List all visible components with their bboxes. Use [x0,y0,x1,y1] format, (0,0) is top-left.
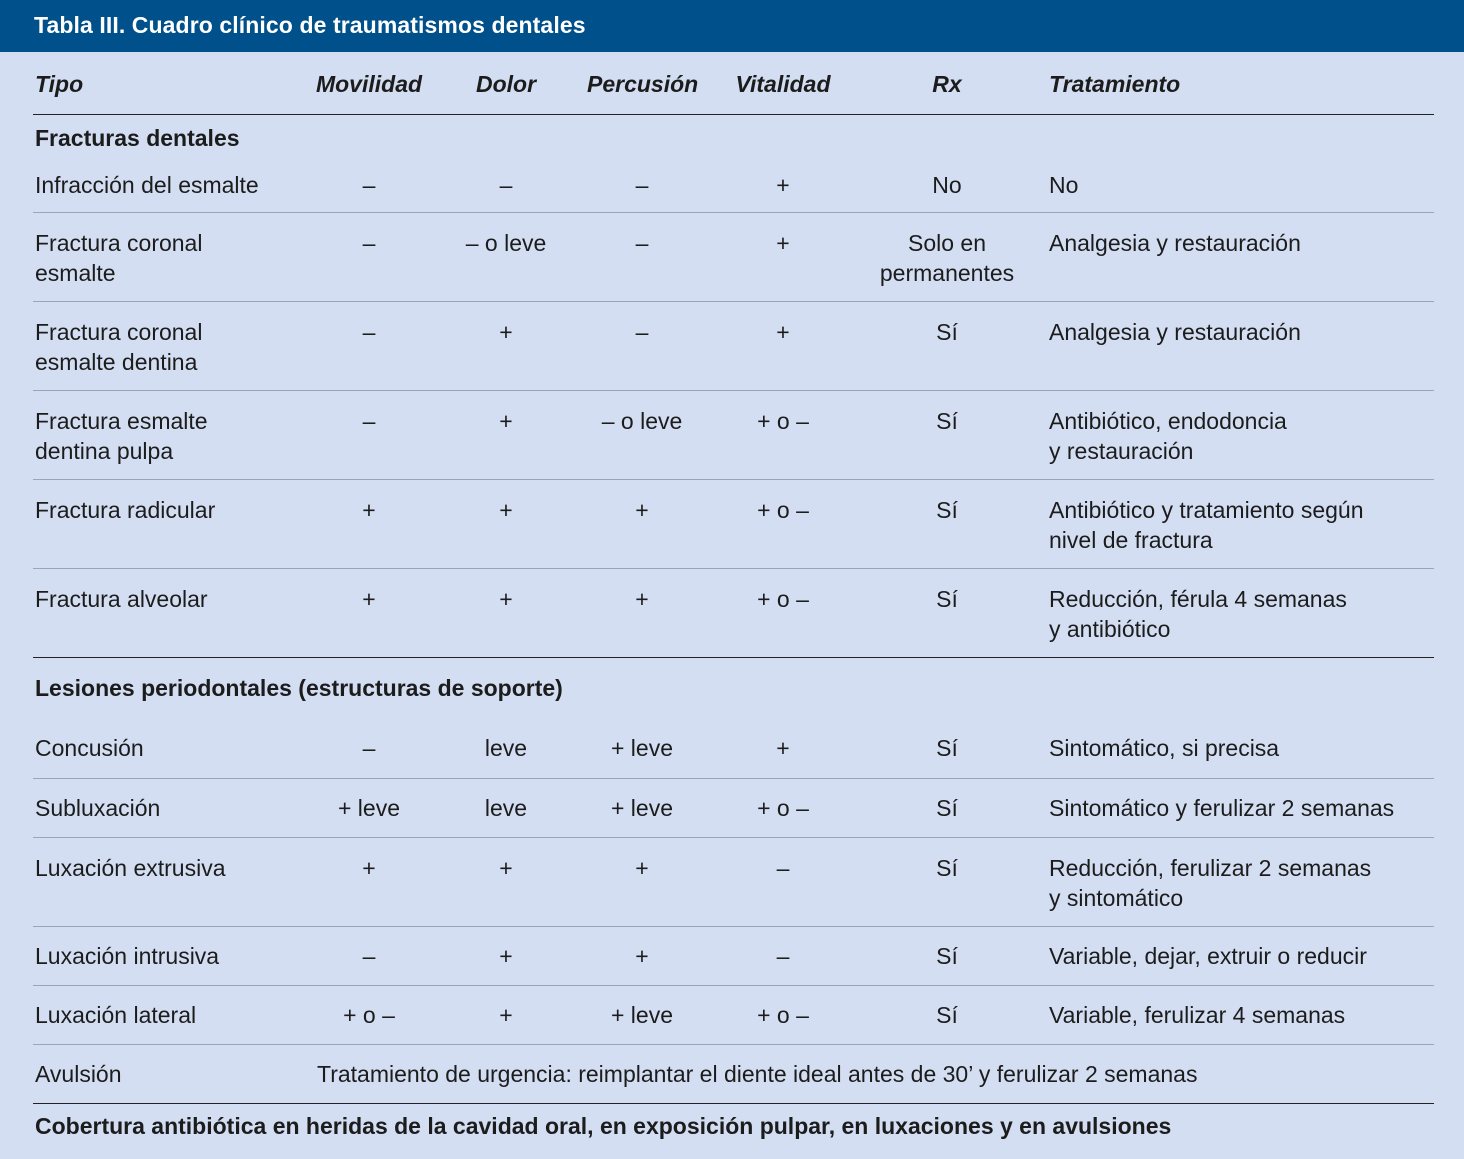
cell-movilidad: – [313,301,425,390]
cell-dolor: + [425,390,587,479]
cell-rx [869,390,1025,479]
cell-vitalidad: + [697,719,869,778]
cell-tipo-line: dentina pulpa [35,437,174,464]
cell-vitalidad: + o – [697,778,869,837]
cell-tratamiento [1025,926,1434,985]
cell-dolor: leve [425,719,587,778]
cell-tratamiento [1025,162,1434,212]
cell-vitalidad: – [697,837,869,926]
table-row [33,926,1434,985]
table-title: Tabla III. Cuadro clínico de traumatismos dentales [34,12,586,38]
header-rx: Rx [869,52,1025,114]
cell-vitalidad: + o – [697,568,869,657]
cell-tratamiento [1025,301,1434,390]
cell-percusion: + [587,568,697,657]
cell-tratamiento-line: y restauración [1049,437,1194,464]
cell-tratamiento-line: Variable, ferulizar 4 semanas [1049,1001,1346,1028]
cell-dolor: – o leve [425,212,587,301]
cell-tipo [33,568,313,657]
cell-vitalidad: + o – [697,985,869,1044]
cell-dolor: + [425,837,587,926]
cell-movilidad: + [313,479,425,568]
cell-dolor: – [425,162,587,212]
cell-tratamiento-line: Reducción, ferulizar 2 semanas [1049,854,1372,881]
cell-rx [869,837,1025,926]
cell-tipo [33,719,313,778]
cell-tratamiento [1025,719,1434,778]
header-dolor: Dolor [425,52,587,114]
cell-movilidad: + [313,837,425,926]
cell-tipo-line: Subluxación [35,794,161,821]
cell-rx [869,162,1025,212]
cell-tratamiento-line: y antibiótico [1049,615,1171,642]
cell-movilidad: – [313,390,425,479]
cell-tipo-line: esmalte [35,259,116,286]
cell-rx [869,778,1025,837]
table-footnote: Cobertura antibiótica en heridas de la cavidad oral, en exposición pulpar, en luxaciones y en avulsiones [35,1113,1172,1139]
cell-dolor: + [425,985,587,1044]
cell-rx [869,719,1025,778]
cell-rx [869,926,1025,985]
header-row [33,52,1434,114]
table-row [33,719,1434,778]
header-movilidad: Movilidad [313,52,425,114]
cell-rx [869,212,1025,301]
cell-tratamiento [1025,778,1434,837]
cell-vitalidad: + [697,301,869,390]
cell-tratamiento-line: Variable, dejar, extruir o reducir [1049,942,1367,969]
cell-rx-line: Sí [936,318,958,345]
table-row [33,212,1434,301]
header-tipo: Tipo [33,52,313,114]
section-heading: Fracturas dentales [35,125,240,152]
table-row [33,837,1434,926]
header-tratamiento: Tratamiento [1025,52,1434,114]
table-row [33,390,1434,479]
cell-tipo-line: Luxación lateral [35,1001,197,1028]
cell-dolor: + [425,301,587,390]
cell-dolor: + [425,568,587,657]
cell-tratamiento-line: Sintomático, si precisa [1049,735,1280,761]
section-heading-row [33,114,1434,162]
cell-tratamiento [1025,212,1434,301]
cell-tipo [33,301,313,390]
cell-rx-line: Sí [936,735,958,761]
cell-tratamiento [1025,568,1434,657]
cell-vitalidad: + [697,212,869,301]
table-row [33,301,1434,390]
cell-dolor: leve [425,778,587,837]
cell-rx-line: Sí [936,407,958,434]
section-heading-row [33,657,1434,719]
cell-percusion: + leve [587,778,697,837]
header-vitalidad: Vitalidad [697,52,869,114]
cell-tratamiento-line: Antibiótico y tratamiento según [1049,496,1364,523]
cell-rx-line: No [932,172,962,198]
cell-tipo: Avulsión [33,1044,313,1103]
cell-tipo-line: Fractura coronal [35,318,203,345]
cell-tipo-line: Fractura radicular [35,496,216,523]
cell-tratamiento-line: No [1049,172,1079,198]
cell-percusion: + leve [587,719,697,778]
cell-tipo-line: Infracción del esmalte [35,172,259,198]
cell-movilidad: + o – [313,985,425,1044]
cell-tipo [33,926,313,985]
cell-percusion: – [587,212,697,301]
cell-rx-line: Sí [936,942,958,969]
cell-tipo [33,837,313,926]
cell-tipo-line: Fractura alveolar [35,585,208,612]
cell-vitalidad: + [697,162,869,212]
cell-rx [869,479,1025,568]
cell-tratamiento [1025,479,1434,568]
table-row [33,985,1434,1044]
table-row [33,162,1434,212]
cell-tipo [33,778,313,837]
cell-tratamiento-line: nivel de fractura [1049,526,1213,553]
cell-tratamiento-line: y sintomático [1049,884,1184,911]
cell-vitalidad: + o – [697,390,869,479]
cell-rx-line: Sí [936,496,958,523]
table-body [33,114,1434,1103]
cell-movilidad: – [313,162,425,212]
cell-tipo-line: Fractura coronal [35,229,203,256]
cell-rx-line: Sí [936,1001,958,1028]
cell-tipo [33,162,313,212]
cell-dolor: + [425,479,587,568]
cell-tipo-line: Luxación extrusiva [35,854,226,881]
cell-tratamiento [1025,985,1434,1044]
cell-tipo [33,212,313,301]
cell-percusion: + [587,479,697,568]
table-row [33,568,1434,657]
table-container [33,52,1434,1104]
cell-movilidad: + [313,568,425,657]
cell-percusion: + [587,837,697,926]
cell-tipo-line: Luxación intrusiva [35,942,220,969]
cell-percusion: + leve [587,985,697,1044]
trauma-table [33,52,1434,1104]
table-row [33,778,1434,837]
cell-tratamiento [1025,837,1434,926]
cell-rx [869,985,1025,1044]
cell-percusion: – [587,301,697,390]
cell-rx [869,301,1025,390]
cell-rx-line: Sí [936,794,958,821]
cell-tipo-line: Fractura esmalte [35,407,208,434]
cell-tipo [33,479,313,568]
cell-tratamiento-line: Analgesia y restauración [1049,318,1301,345]
cell-tipo [33,985,313,1044]
cell-rx [869,568,1025,657]
cell-percusion: + [587,926,697,985]
cell-movilidad: – [313,926,425,985]
table-title-bar [0,0,1464,52]
cell-tratamiento [1025,390,1434,479]
header-percusion: Percusión [587,52,697,114]
section-heading: Lesiones periodontales (estructuras de soporte) [35,675,563,702]
cell-avulsion-treatment: Tratamiento de urgencia: reimplantar el diente ideal antes de 30’ y ferulizar 2 semanas [313,1044,1434,1103]
cell-tipo-line: esmalte dentina [35,348,198,375]
cell-tratamiento-line: Reducción, férula 4 semanas [1049,585,1347,612]
cell-movilidad: – [313,212,425,301]
cell-vitalidad: + o – [697,479,869,568]
cell-tratamiento-line: Antibiótico, endodoncia [1049,407,1287,434]
cell-rx-line: permanentes [879,259,1015,286]
cell-percusion: – o leve [587,390,697,479]
cell-tratamiento-line: Sintomático y ferulizar 2 semanas [1049,794,1395,821]
cell-vitalidad: – [697,926,869,985]
cell-rx-line: Sí [936,585,958,612]
cell-tipo-line: Concusión [35,735,144,761]
cell-tratamiento-line: Analgesia y restauración [1049,229,1301,256]
cell-rx-line: Sí [936,854,958,881]
table-row-avulsion [33,1044,1434,1103]
cell-percusion: – [587,162,697,212]
cell-dolor: + [425,926,587,985]
table-row [33,479,1434,568]
cell-tipo [33,390,313,479]
cell-movilidad: + leve [313,778,425,837]
cell-movilidad: – [313,719,425,778]
cell-rx-line: Solo en [907,229,986,256]
